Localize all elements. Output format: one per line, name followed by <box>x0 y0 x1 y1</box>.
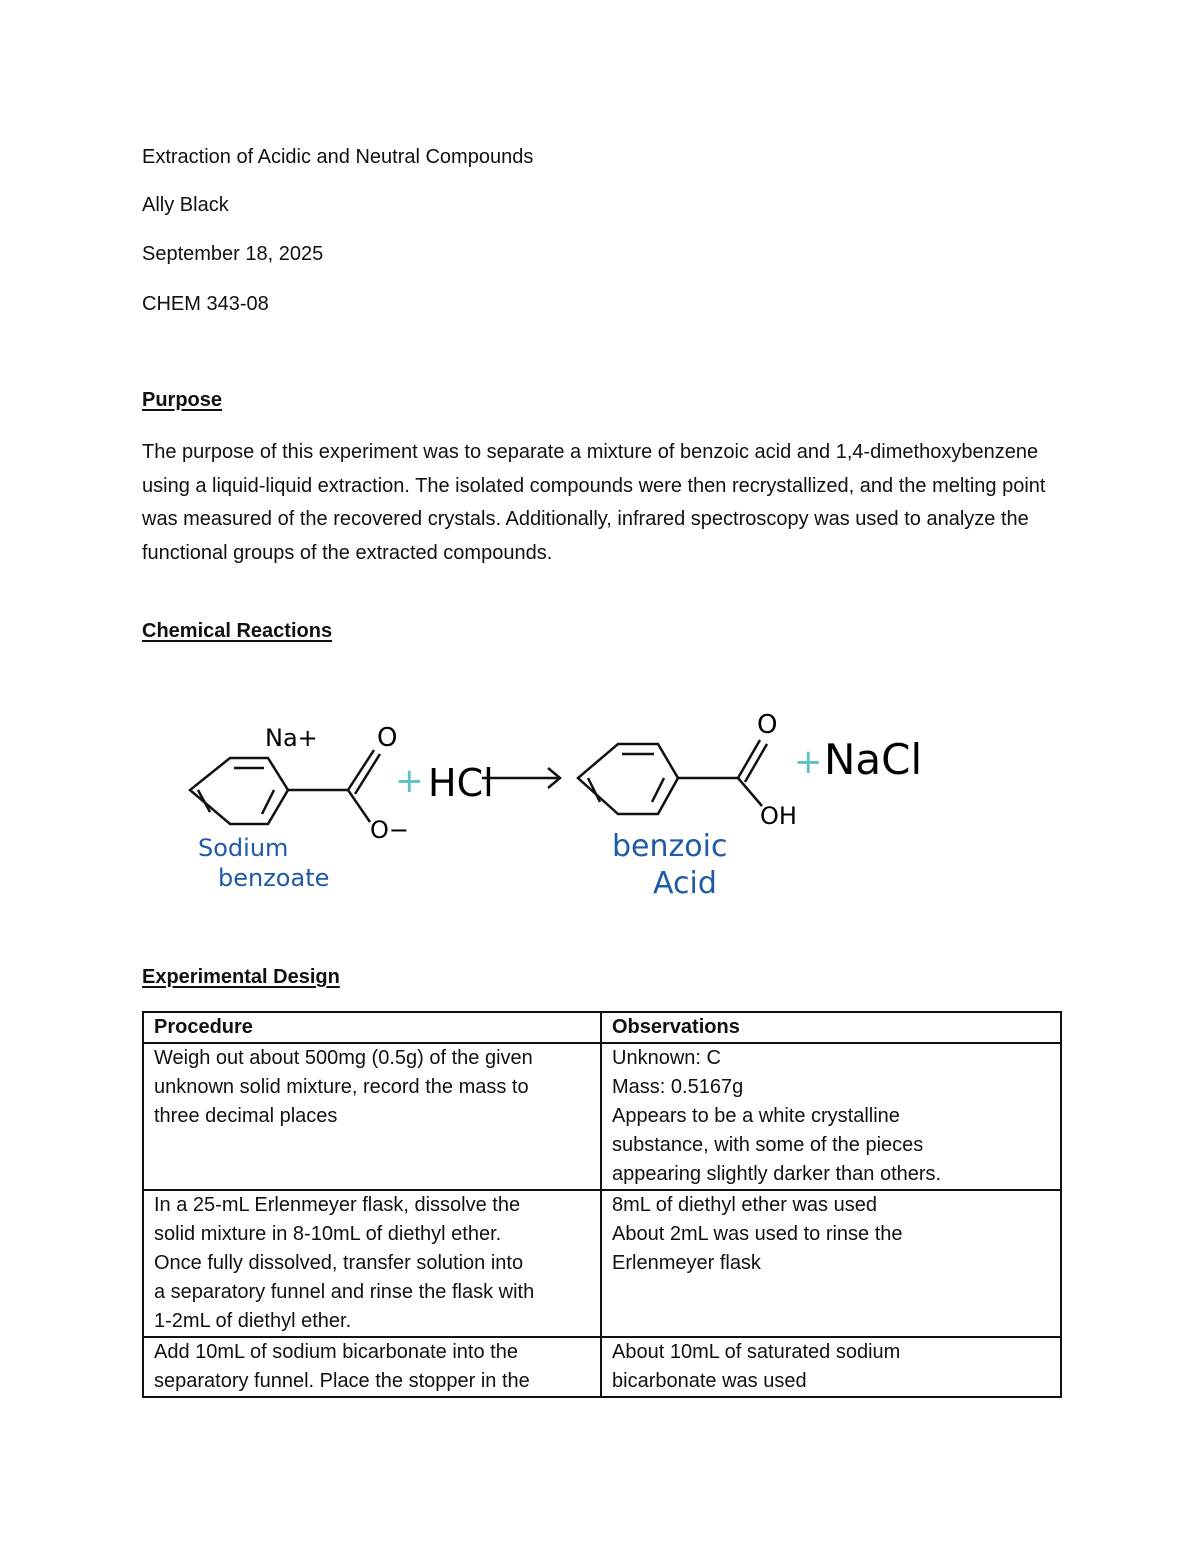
observations-cell <box>601 1337 1061 1397</box>
cell-text-line: separatory funnel. Place the stopper in the <box>154 1370 530 1392</box>
cell-text-line: Weigh out about 500mg (0.5g) of the given <box>154 1047 533 1069</box>
cell-text-line: appearing slightly darker than others. <box>612 1163 942 1185</box>
cell-text-line: About 10mL of saturated sodium <box>612 1341 901 1363</box>
product-benzene-ring <box>578 744 678 814</box>
cell-text-line: Unknown: C <box>612 1047 721 1069</box>
sodium-ion-label: Na+ <box>265 724 318 752</box>
table-row <box>143 1190 1061 1337</box>
table-header-row <box>143 1012 1061 1043</box>
reagent-label: HCl <box>428 761 494 805</box>
procedure-cell <box>143 1043 601 1190</box>
design-heading: Experimental Design <box>142 966 340 988</box>
byproduct-label: NaCl <box>824 735 923 784</box>
cell-text-line: 8mL of diethyl ether was used <box>612 1194 877 1216</box>
reactant-oxide-label: O− <box>370 816 409 844</box>
observations-cell <box>601 1190 1061 1337</box>
reactant-name-line1: Sodium <box>198 834 289 862</box>
cell-text-line: Once fully dissolved, transfer solution into <box>154 1252 524 1274</box>
cell-text-line: 1-2mL of diethyl ether. <box>154 1310 352 1332</box>
procedure-column-header: Procedure <box>143 1012 601 1043</box>
course-code: CHEM 343-08 <box>142 293 269 315</box>
purpose-heading: Purpose <box>142 389 223 411</box>
cell-text-line: Appears to be a white crystalline <box>612 1105 900 1127</box>
procedure-cell <box>143 1190 601 1337</box>
cell-text-line: Erlenmeyer flask <box>612 1252 761 1274</box>
table-row <box>143 1337 1061 1397</box>
product-name-line1: benzoic <box>612 829 728 864</box>
cell-text-line: solid mixture in 8-10mL of diethyl ether. <box>154 1223 502 1245</box>
product-name-line2: Acid <box>653 866 717 901</box>
observations-column-header: Observations <box>601 1012 1061 1043</box>
hydroxyl-label: OH <box>760 802 797 830</box>
report-date: September 18, 2025 <box>142 243 324 265</box>
table-row <box>143 1043 1061 1190</box>
procedure-cell <box>143 1337 601 1397</box>
reactant-name-line2: benzoate <box>218 864 330 892</box>
cell-text-line: About 2mL was used to rinse the <box>612 1223 903 1245</box>
reaction-scheme <box>170 690 930 920</box>
author-name: Ally Black <box>142 194 229 216</box>
plus-sign-1: + <box>395 761 424 801</box>
reaction-arrow <box>482 768 560 788</box>
observations-cell <box>601 1043 1061 1190</box>
cell-text-line: Mass: 0.5167g <box>612 1076 744 1098</box>
document-title: Extraction of Acidic and Neutral Compounds <box>142 146 534 168</box>
plus-sign-2: + <box>794 742 823 782</box>
product-carboxyl <box>678 740 767 806</box>
reactant-carboxylate <box>288 750 380 822</box>
cell-text-line: In a 25-mL Erlenmeyer flask, dissolve the <box>154 1194 521 1216</box>
reactions-heading: Chemical Reactions <box>142 620 333 642</box>
reactant-oxygen-label: O <box>377 723 398 753</box>
product-oxygen-label: O <box>757 710 778 740</box>
cell-text-line: substance, with some of the pieces <box>612 1134 924 1156</box>
cell-text-line: unknown solid mixture, record the mass to <box>154 1076 529 1098</box>
purpose-paragraph: The purpose of this experiment was to separate a mixture of benzoic acid and 1,4-dimethoxybenzene using a liquid-liquid extraction. The isolated compounds were then recrystallized, and the melting point was measured of the recovered crystals. Additionally, infrared spectroscopy was used to analyze the functional groups of the extracted compounds. <box>142 441 1046 564</box>
cell-text-line: a separatory funnel and rinse the flask with <box>154 1281 535 1303</box>
procedure-table <box>142 1011 1062 1398</box>
cell-text-line: Add 10mL of sodium bicarbonate into the <box>154 1341 518 1363</box>
reactant-benzene-ring <box>190 758 288 824</box>
cell-text-line: three decimal places <box>154 1105 338 1127</box>
cell-text-line: bicarbonate was used <box>612 1370 807 1392</box>
